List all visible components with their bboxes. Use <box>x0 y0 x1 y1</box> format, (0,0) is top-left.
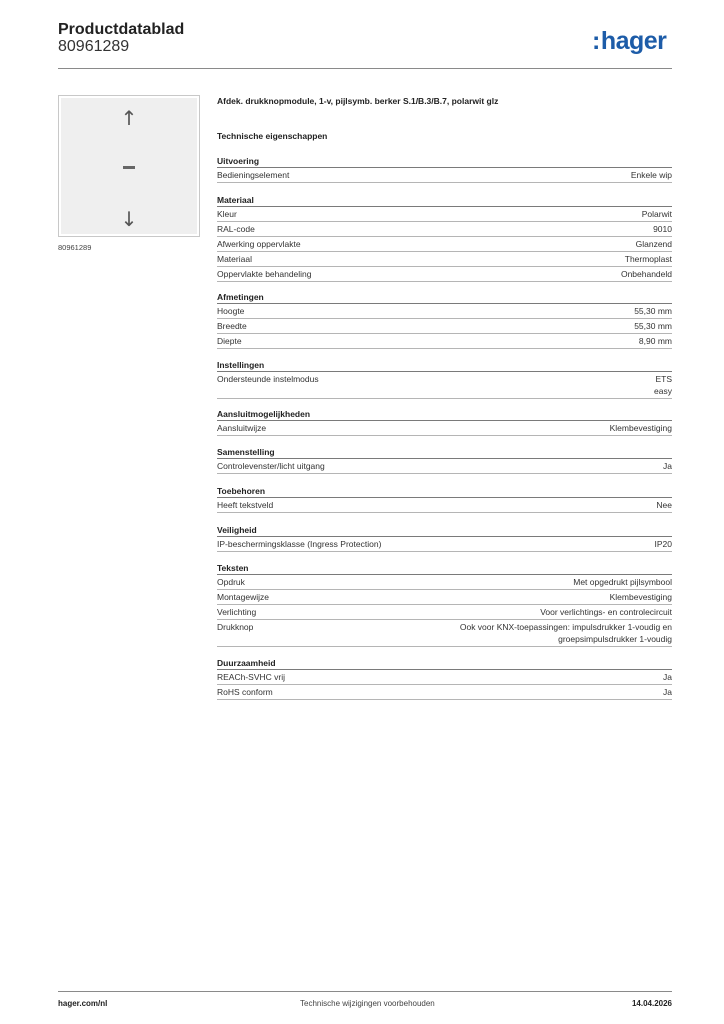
section-title: Teksten <box>217 563 672 575</box>
spec-value: Ja <box>663 672 672 682</box>
spec-label: Breedte <box>217 321 247 331</box>
spec-value: Thermoplast <box>624 254 672 264</box>
footer-date: 14.04.2026 <box>631 999 672 1008</box>
spec-value: Klembevestiging <box>609 592 672 602</box>
spec-value: Onbehandeld <box>620 269 672 279</box>
product-number: 80961289 <box>58 38 130 55</box>
spec-row <box>217 222 672 237</box>
spec-row <box>217 207 672 222</box>
spec-row <box>217 498 672 513</box>
header-divider <box>58 68 672 69</box>
spec-label: Aansluitwijze <box>217 423 267 433</box>
spec-row <box>217 605 672 620</box>
spec-label: Opdruk <box>217 577 245 587</box>
spec-row <box>217 459 672 474</box>
spec-row <box>217 421 672 436</box>
dash-icon <box>123 166 135 169</box>
page-title: Productdatablad <box>58 21 185 38</box>
spec-row <box>217 319 672 334</box>
spec-value <box>460 621 672 645</box>
spec-row <box>217 537 672 552</box>
footer-notice: Technische wijzigingen voorbehouden <box>300 999 435 1008</box>
section-title: Instellingen <box>217 360 672 372</box>
spec-value-line: Ook voor KNX-toepassingen: impulsdrukker 1-voudig en <box>459 622 672 632</box>
technical-heading: Technische eigenschappen <box>217 131 328 141</box>
spec-value: Nee <box>656 500 672 510</box>
spec-row <box>217 685 672 700</box>
image-caption: 80961289 <box>58 243 92 252</box>
footer-divider <box>58 991 672 992</box>
spec-value-line: easy <box>654 386 672 396</box>
spec-value: 55,30 mm <box>634 321 672 331</box>
spec-label: Hoogte <box>217 306 245 316</box>
spec-section <box>217 486 672 513</box>
spec-row <box>217 334 672 349</box>
section-title: Afmetingen <box>217 292 672 304</box>
spec-label: Ondersteunde instelmodus <box>217 374 319 384</box>
arrow-up-icon: ↑ <box>120 106 138 130</box>
spec-section <box>217 525 672 552</box>
spec-row <box>217 304 672 319</box>
spec-label: RAL-code <box>217 224 255 234</box>
spec-row <box>217 237 672 252</box>
spec-section <box>217 156 672 183</box>
spec-section <box>217 658 672 700</box>
hager-logo: :hager <box>592 27 667 55</box>
spec-label: Oppervlakte behandeling <box>217 269 312 279</box>
spec-value-line: groepsimpulsdrukker 1-voudig <box>558 634 672 644</box>
spec-label: Materiaal <box>217 254 252 264</box>
spec-section <box>217 563 672 647</box>
spec-label: RoHS conform <box>217 687 273 697</box>
spec-label: Controlevenster/licht uitgang <box>217 461 325 471</box>
spec-value: 9010 <box>653 224 672 234</box>
spec-row <box>217 168 672 183</box>
spec-value: 55,30 mm <box>634 306 672 316</box>
spec-section <box>217 292 672 349</box>
product-image <box>58 95 200 237</box>
spec-label: IP-beschermingsklasse (Ingress Protection) <box>217 539 382 549</box>
spec-label: Afwerking oppervlakte <box>217 239 301 249</box>
spec-label: REACh-SVHC vrij <box>217 672 286 682</box>
spec-value: Ja <box>663 461 672 471</box>
spec-row <box>217 252 672 267</box>
spec-value: Ja <box>663 687 672 697</box>
arrow-down-icon: ↓ <box>120 207 138 231</box>
product-description: Afdek. drukknopmodule, 1-v, pijlsymb. berker S.1/B.3/B.7, polarwit glz <box>217 96 499 106</box>
spec-row <box>217 670 672 685</box>
spec-section <box>217 409 672 436</box>
spec-value: Glanzend <box>635 239 672 249</box>
section-title: Veiligheid <box>217 525 672 537</box>
spec-row <box>217 575 672 590</box>
section-title: Samenstelling <box>217 447 672 459</box>
spec-label: Verlichting <box>217 607 257 617</box>
spec-label: Diepte <box>217 336 242 346</box>
spec-value <box>654 373 672 397</box>
spec-label: Kleur <box>217 209 237 219</box>
spec-section <box>217 447 672 474</box>
section-title: Duurzaamheid <box>217 658 672 670</box>
section-title: Uitvoering <box>217 156 672 168</box>
spec-label: Montagewijze <box>217 592 269 602</box>
spec-row <box>217 372 672 399</box>
product-face <box>61 98 197 234</box>
spec-label: Heeft tekstveld <box>217 500 274 510</box>
spec-section <box>217 195 672 282</box>
spec-row <box>217 620 672 647</box>
spec-value: 8,90 mm <box>638 336 672 346</box>
spec-value: Voor verlichtings- en controlecircuit <box>540 607 672 617</box>
spec-value: Met opgedrukt pijlsymbool <box>573 577 672 587</box>
spec-row <box>217 590 672 605</box>
spec-label: Bedieningselement <box>217 170 290 180</box>
section-title: Toebehoren <box>217 486 672 498</box>
spec-value: Enkele wip <box>630 170 672 180</box>
spec-value: Polarwit <box>641 209 672 219</box>
footer-website[interactable]: hager.com/nl <box>58 999 108 1008</box>
section-title: Materiaal <box>217 195 672 207</box>
section-title: Aansluitmogelijkheden <box>217 409 672 421</box>
spec-value-line: ETS <box>655 374 672 384</box>
spec-value: IP20 <box>654 539 672 549</box>
spec-row <box>217 267 672 282</box>
spec-value: Klembevestiging <box>609 423 672 433</box>
spec-section <box>217 360 672 399</box>
spec-label: Drukknop <box>217 622 254 632</box>
